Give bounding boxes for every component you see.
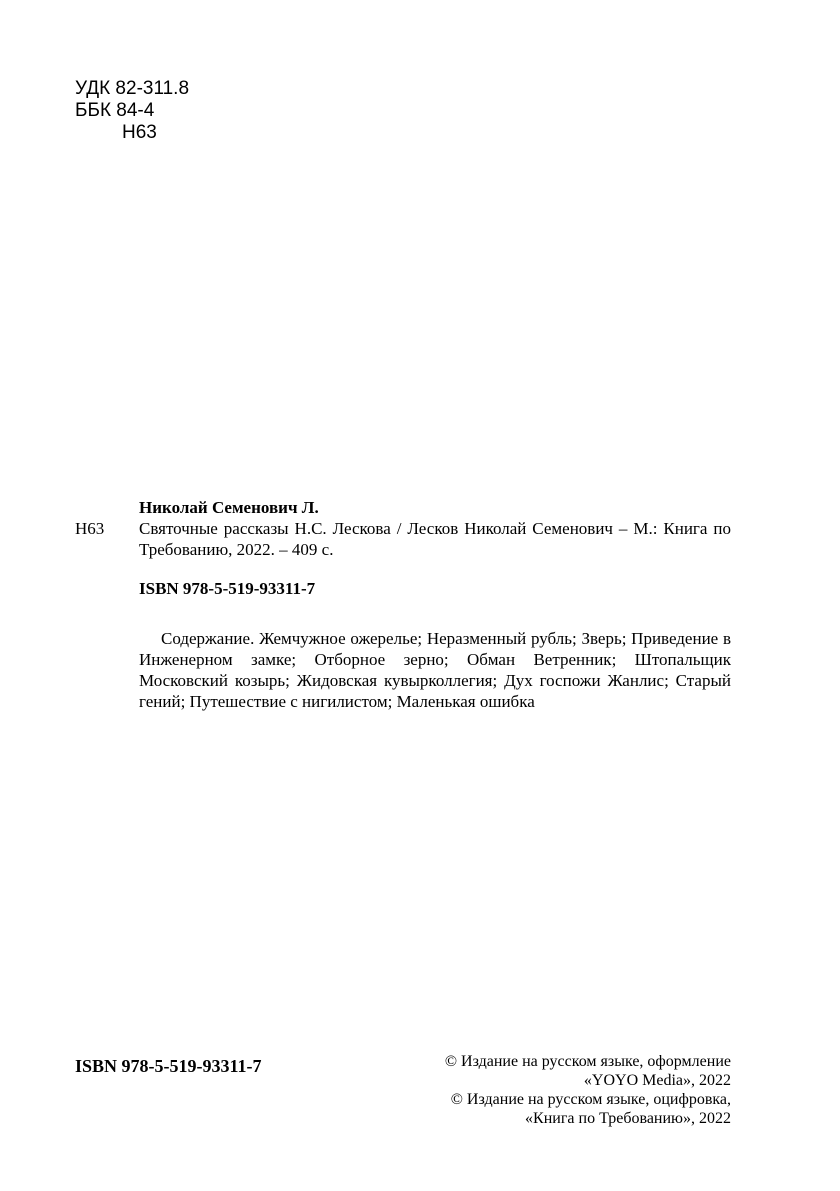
record-description: Святочные рассказы Н.С. Лескова / Лесков Николай Семенович – М.: Книга по Требованию, 2022. – 409 с. xyxy=(139,519,731,559)
copyright-line: © Издание на русском языке, оцифровка, xyxy=(450,1091,731,1108)
copyright-line: «YOYO Media», 2022 xyxy=(583,1072,731,1089)
record-isbn: ISBN 978-5-519-93311-7 xyxy=(139,579,316,598)
copyright-line: «Книга по Требованию», 2022 xyxy=(525,1110,731,1127)
record-author-mark: Н63 xyxy=(75,519,105,538)
bbk-code: ББК 84-4 xyxy=(75,100,155,121)
copyright-block xyxy=(445,1052,731,1128)
udk-code: УДК 82-311.8 xyxy=(75,78,190,99)
author-mark-code: Н63 xyxy=(122,122,157,143)
classification-block xyxy=(75,78,189,144)
annotation-text: Содержание. Жемчужное ожерелье; Неразменный рубль; Зверь; Приведение в Инженерном замке; Отборное зерно; Обман Ветренник; Штопальщик Московский козырь; Жидовская кувырколлегия; Дух госпожи Жанлис; Старый гений; Путешествие с нигилистом; Маленькая ошибка xyxy=(139,629,731,711)
footer-isbn: ISBN 978-5-519-93311-7 xyxy=(75,1056,262,1076)
copyright-line: © Издание на русском языке, оформление xyxy=(444,1053,731,1070)
record-author: Николай Семенович Л. xyxy=(139,498,319,517)
